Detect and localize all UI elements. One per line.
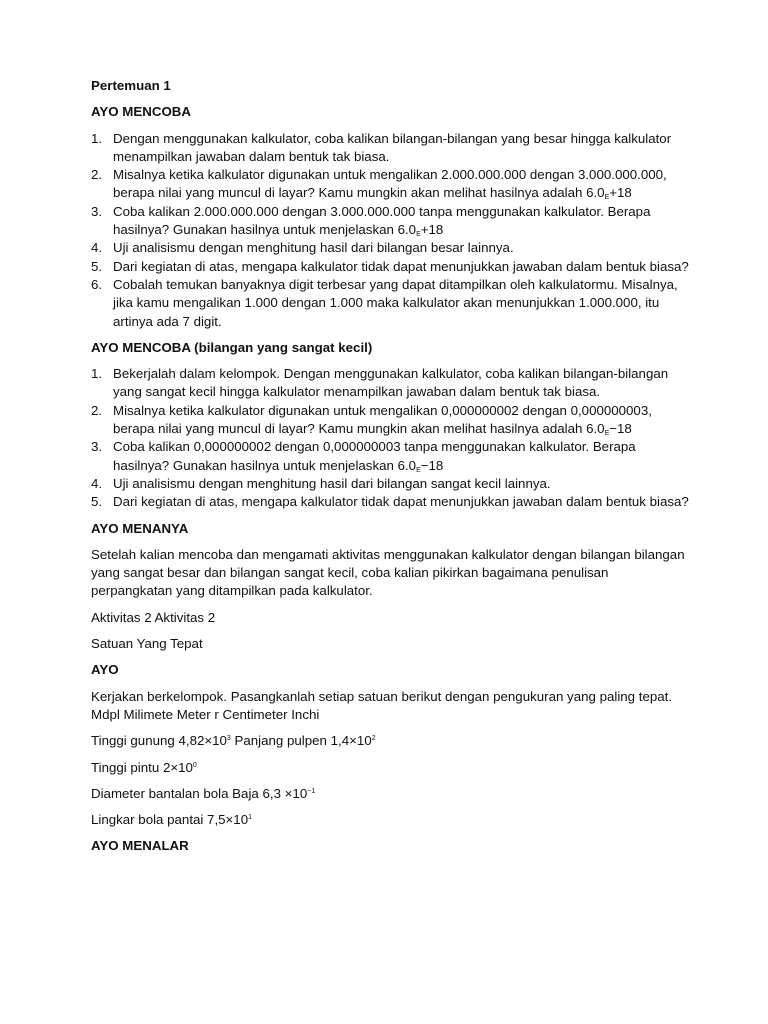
notation-exponent: +18 <box>420 222 444 238</box>
list-item-text: Misalnya ketika kalkulator digunakan untuk mengalikan 0,000000002 dengan 0,000000003, berapa nilai yang muncul di layar? Kamu mungkin akan melihat hasilnya adalah <box>113 402 652 437</box>
notation-mantissa: 6.0 <box>586 185 605 201</box>
list-number: 4. <box>91 475 103 491</box>
list-number: 2. <box>91 167 103 183</box>
measurement-text: Tinggi gunung 4,82×10 <box>91 733 227 749</box>
measurement-line <box>91 811 691 829</box>
measurement-exponent: 0 <box>192 761 197 769</box>
notation-mantissa: 6.0 <box>397 457 417 473</box>
kerjakan-paragraph: Kerjakan berkelompok. Pasangkanlah setiap satuan berikut dengan pengukuran yang paling tepat. Mdpl Milimete Meter r Centimeter Inchi <box>91 688 673 722</box>
measurement-line <box>91 759 691 777</box>
aktivitas-line: Aktivitas 2 Aktivitas 2 <box>91 609 216 625</box>
list-number: 2. <box>91 402 103 418</box>
list-item-text: Coba kalikan 2.000.000.000 dengan 3.000.000.000 tanpa menggunakan kalkulator. Berapa hasilnya? Gunakan hasilnya untuk menjelaskan <box>113 203 651 238</box>
list-item-text: Dengan menggunakan kalkulator, coba kalikan bilangan-bilangan yang besar hingga kalkulator menampilkan jawaban dalam bentuk tak biasa. <box>113 130 672 164</box>
list-item-text: Uji analisismu dengan menghitung hasil dari bilangan sangat kecil lainnya. <box>113 475 551 491</box>
section-heading-ayo-mencoba: AYO MENCOBA <box>91 104 191 120</box>
measurement-text: Lingkar bola pantai 7,5×10 <box>91 812 249 828</box>
notation-mantissa: 6.0 <box>397 222 417 238</box>
section-heading-ayo-menalar: AYO MENALAR <box>91 838 189 854</box>
list-number: 3. <box>91 439 103 455</box>
list-number: 6. <box>91 276 103 292</box>
list-item <box>91 438 691 475</box>
section-heading-ayo-menanya: AYO MENANYA <box>91 520 189 536</box>
measurement-line <box>91 785 691 803</box>
ayo-mencoba-list <box>91 130 691 331</box>
notation-exponent: −18 <box>420 457 444 473</box>
list-item <box>91 493 691 511</box>
list-item-text: Uji analisismu dengan menghitung hasil dari bilangan besar lainnya. <box>113 240 514 256</box>
measurement-text: Tinggi pintu 2×10 <box>91 759 193 775</box>
list-item <box>91 166 691 203</box>
list-number: 4. <box>91 240 103 256</box>
section-heading-bilangan-kecil: AYO MENCOBA (bilangan yang sangat kecil) <box>91 339 373 355</box>
list-item <box>91 203 691 240</box>
list-item-text: Coba kalikan 0,000000002 dengan 0,000000003 tanpa menggunakan kalkulator. Berapa hasilnya? Gunakan hasilnya untuk menjelaskan <box>113 439 636 473</box>
notation-e: E <box>604 194 610 202</box>
list-number: 1. <box>91 366 103 382</box>
list-item <box>91 402 691 439</box>
list-number: 3. <box>91 203 103 219</box>
list-item-text: Dari kegiatan di atas, mengapa kalkulator tidak dapat menunjukkan jawaban dalam bentuk biasa? <box>113 258 689 274</box>
notation-exponent: −18 <box>609 421 632 437</box>
list-number: 5. <box>91 258 103 274</box>
measurement-text: Diameter bantalan bola Baja 6,3 ×10 <box>91 785 308 801</box>
list-item-text: Bekerjalah dalam kelompok. Dengan menggunakan kalkulator, coba kalikan bilangan-bilangan yang sangat kecil hingga kalkulator menampilkan jawaban dalam bentuk tak biasa. <box>113 366 669 400</box>
list-item <box>91 258 691 276</box>
measurement-exponent: −1 <box>307 787 316 795</box>
measurement-text: Panjang pulpen 1,4×10 <box>230 733 372 749</box>
section-heading-ayo: AYO <box>91 662 119 678</box>
list-item <box>91 276 691 331</box>
bilangan-kecil-list <box>91 365 691 511</box>
notation-e: E <box>416 231 421 239</box>
notation-exponent: +18 <box>609 185 632 201</box>
measurement-exponent: 2 <box>371 735 376 743</box>
list-number: 5. <box>91 494 103 510</box>
list-item <box>91 475 691 493</box>
notation-e: E <box>604 430 610 438</box>
measurement-line <box>91 732 691 750</box>
list-item <box>91 239 691 257</box>
notation-e: E <box>416 466 421 474</box>
ayo-menanya-paragraph: Setelah kalian mencoba dan mengamati aktivitas menggunakan kalkulator dengan bilangan bilangan yang sangat besar dan bilangan sangat kecil, coba kalian pikirkan bagaimana penulisan perpangkatan yang ditampilkan pada kalkulator. <box>91 546 685 599</box>
list-number: 1. <box>91 130 103 146</box>
list-item <box>91 130 691 167</box>
page-title: Pertemuan 1 <box>91 78 171 93</box>
list-item-text: Misalnya ketika kalkulator digunakan untuk mengalikan 2.000.000.000 dengan 3.000.000.000, berapa nilai yang muncul di layar? Kamu mungkin akan melihat hasilnya adalah <box>113 167 667 201</box>
notation-mantissa: 6.0 <box>586 421 605 437</box>
satuan-line: Satuan Yang Tepat <box>91 636 203 652</box>
list-item <box>91 365 691 402</box>
list-item-text: Cobalah temukan banyaknya digit terbesar yang dapat ditampilkan oleh kalkulatormu. Misalnya, jika kamu mengalikan 1.000 dengan 1.000 maka kalkulator akan menunjukkan 1.000.000, itu artinya ada 7 digit. <box>113 276 678 329</box>
measurement-exponent: 3 <box>226 735 231 743</box>
list-item-text: Dari kegiatan di atas, mengapa kalkulator tidak dapat menunjukkan jawaban dalam bentuk biasa? <box>113 494 689 510</box>
measurement-exponent: 1 <box>248 814 253 822</box>
document-content <box>91 77 691 864</box>
